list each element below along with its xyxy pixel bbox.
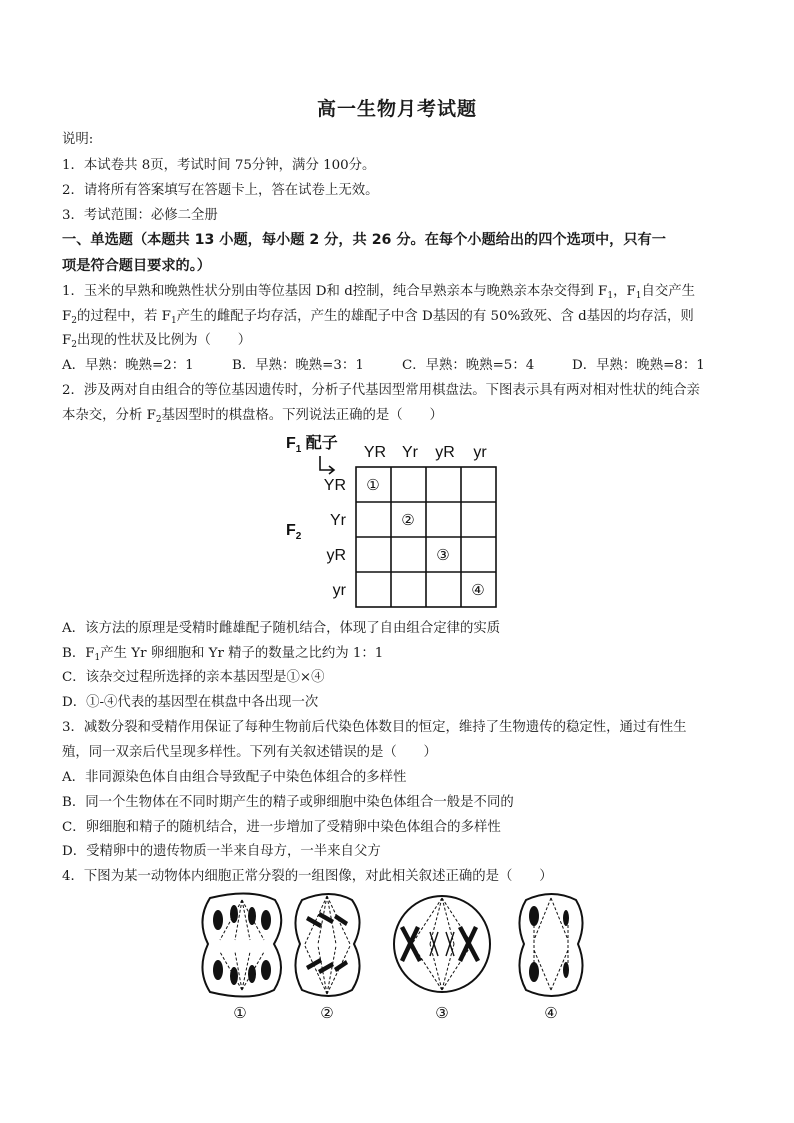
f2-label: $F_2$ xyxy=(286,522,302,542)
q2-option-d[interactable]: D．①-④代表的基因型在棋盘中各出现一次 xyxy=(62,695,319,710)
q2-stem-line2: 本杂交，分析 $F_2$基因型时的棋盘格。下列说法正确的是（ ） xyxy=(62,408,443,425)
col-header-yr-3: yR xyxy=(435,444,455,461)
q1-option-c[interactable]: C．早熟：晚熟=5：4 xyxy=(402,358,535,373)
q3-stem-line1: 3．减数分裂和受精作用保证了每种生物前后代染色体数目的恒定，维持了生物遗传的稳定性，通过有性生 xyxy=(62,720,687,735)
q2-option-b[interactable]: B．$F_1$产生 Yr 卵细胞和 Yr 精子的数量之比约为 1：1 xyxy=(62,646,384,663)
note-item-1: 1．本试卷共 8页，考试时间 75分钟，满分 100分。 xyxy=(62,158,376,173)
q3-option-d[interactable]: D．受精卵中的遗传物质一半来自母方，一半来自父方 xyxy=(62,844,381,859)
corner-arrow-icon xyxy=(320,456,334,474)
q1-stem-line1: 1．玉米的早熟和晚熟性状分别由等位基因 D和 d控制，纯合早熟亲本与晚熟亲本杂交得到 $F_1$，$F_1$自交产生 xyxy=(62,284,696,301)
notes-heading: 说明: xyxy=(62,132,94,147)
q2-option-c[interactable]: C．该杂交过程所选择的亲本基因型是①×④ xyxy=(62,670,325,685)
section-heading-line1: 一、单选题（本题共 13 小题，每小题 2 分，共 26 分。在每个小题给出的四个选项中，只有一 xyxy=(62,232,666,248)
page-title: 高一生物月考试题 xyxy=(316,98,477,120)
q4-stem-line1: 4．下图为某一动物体内细胞正常分裂的一组图像，对此相关叙述正确的是（ ） xyxy=(62,869,553,884)
col-header-yr-4: yr xyxy=(473,444,487,461)
f1-gamete-label: $F_1$ 配子 xyxy=(286,435,338,455)
q2-stem-line1: 2．涉及两对自由组合的等位基因遗传时，分析子代基因型常用棋盘法。下图表示具有两对相对性状的纯合亲 xyxy=(62,383,700,398)
row-header-2: Yr xyxy=(330,512,346,529)
q1-option-a[interactable]: A．早熟：晚熟=2：1 xyxy=(62,358,194,373)
cell-mark-1: ① xyxy=(366,476,380,494)
section-heading-line2: 项是符合题目要求的。） xyxy=(62,258,211,274)
cell-label-2: ② xyxy=(320,1004,334,1022)
note-item-2: 2．请将所有答案填写在答题卡上，答在试卷上无效。 xyxy=(62,183,379,198)
cell-label-1: ① xyxy=(233,1004,247,1022)
q3-stem-line2: 殖，同一双亲后代呈现多样性。下列有关叙述错误的是（ ） xyxy=(62,745,437,760)
q1-option-d[interactable]: D．早熟：晚熟=8：1 xyxy=(572,358,705,373)
row-header-1: YR xyxy=(323,477,346,494)
q1-stem-line3: $F_2$出现的性状及比例为（ ） xyxy=(62,333,252,350)
q1-stem-line2: $F_2$的过程中，若 $F_1$产生的雌配子均存活，产生的雄配子中含 D基因的有 50%致死、含 d基因的均存活，则 xyxy=(62,309,694,326)
cell-mark-4: ④ xyxy=(471,581,485,599)
row-header-3: yR xyxy=(326,547,346,564)
q3-option-a[interactable]: A．非同源染色体自由组合导致配子中染色体组合的多样性 xyxy=(62,770,407,785)
cell-2-diagram xyxy=(295,894,359,996)
cell-4-diagram xyxy=(519,894,582,996)
cell-division-figure xyxy=(190,890,610,1030)
cell-label-3: ③ xyxy=(435,1004,449,1022)
q2-option-a[interactable]: A．该方法的原理是受精时雌雄配子随机结合，体现了自由组合定律的实质 xyxy=(62,621,501,636)
q3-option-b[interactable]: B．同一个生物体在不同时期产生的精子或卵细胞中染色体组合一般是不同的 xyxy=(62,795,514,810)
row-header-4: yr xyxy=(332,582,346,599)
col-header-yr-2: Yr xyxy=(402,444,418,461)
cell-mark-2: ② xyxy=(401,511,415,529)
cell-1-diagram xyxy=(202,893,281,996)
note-item-3: 3．考试范围：必修二全册 xyxy=(62,208,218,223)
q1-options xyxy=(62,356,742,376)
col-header-yr-1: YR xyxy=(363,444,387,461)
q1-option-b[interactable]: B．早熟：晚熟=3：1 xyxy=(232,358,364,373)
cell-label-4: ④ xyxy=(544,1004,558,1022)
cell-mark-3: ③ xyxy=(436,546,450,564)
q3-option-c[interactable]: C．卵细胞和精子的随机结合，进一步增加了受精卵中染色体组合的多样性 xyxy=(62,820,501,835)
punnett-square-figure xyxy=(282,430,506,610)
cell-3-diagram xyxy=(394,896,490,992)
